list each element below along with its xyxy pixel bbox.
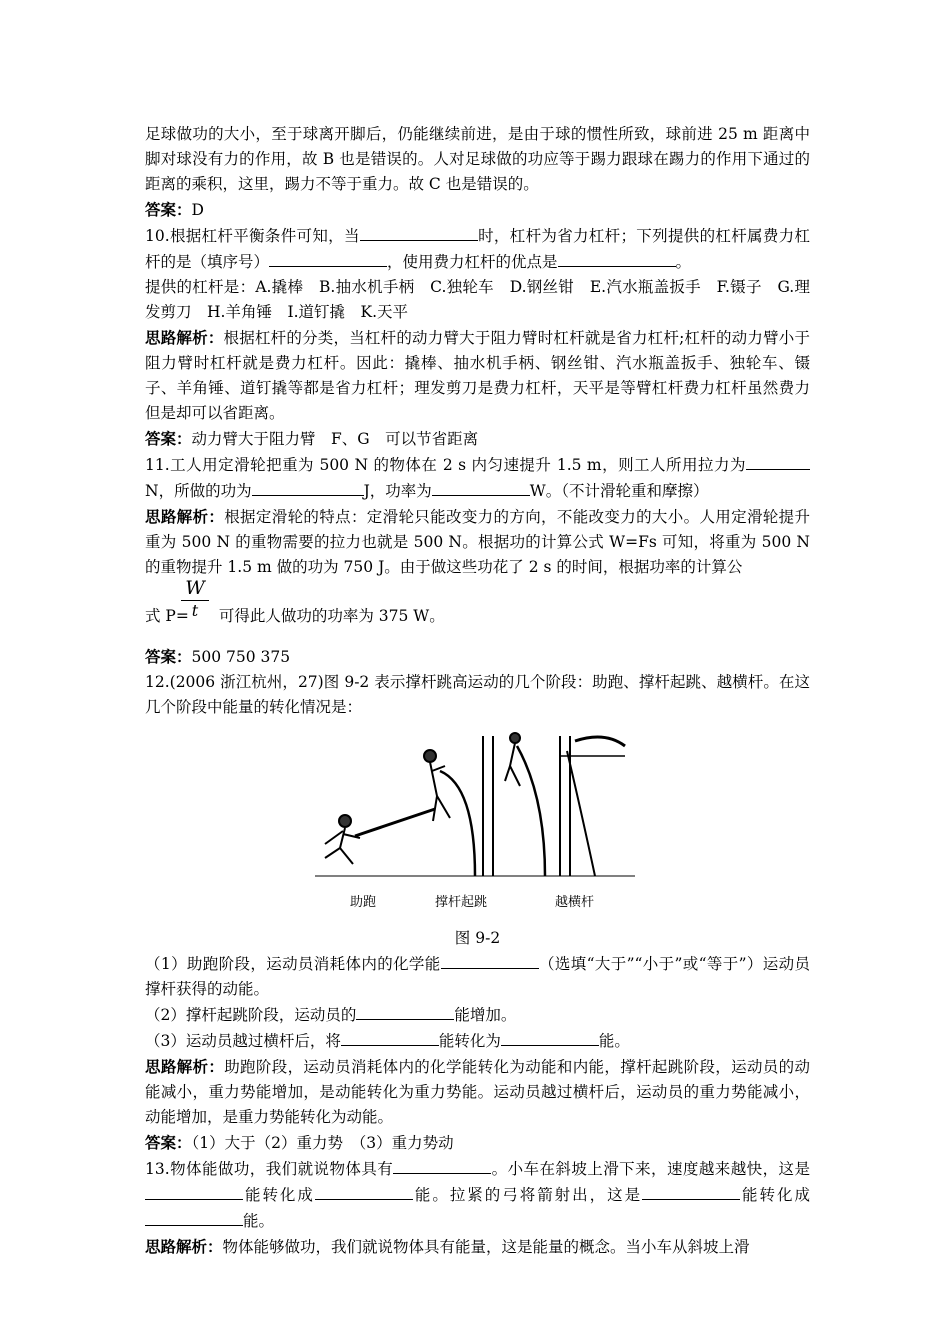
analysis-label: 思路解析： [145, 507, 225, 526]
answer-10-text: 动力臂大于阻力臂 F、G 可以节省距离 [191, 430, 479, 448]
q12-analysis [145, 1054, 810, 1130]
fraction-numerator: W [181, 576, 209, 601]
q11-analysis-text: 根据定滑轮的特点：定滑轮只能改变力的方向，不能改变力的大小。人用定滑轮提升重为 500 N 的重物需要的拉力也就是 500 N。根据功的计算公式 W=Fs 可知，将重为 500 N 的重物提升 1.5 m 做的功为 750 J。由于做这些功花了 2 s 的时间，根据功率的计算公 [145, 508, 810, 576]
answer-blank[interactable] [360, 223, 478, 241]
analysis-label: 思路解析： [145, 1057, 225, 1076]
answer-blank[interactable] [145, 1208, 243, 1226]
answer-label: 答案： [145, 429, 192, 448]
label-run-up: 助跑 [350, 895, 377, 910]
q13-analysis [145, 1234, 810, 1260]
pole-vault-figure [145, 726, 810, 926]
label-bar-clearance: 越横杆 [555, 895, 595, 910]
answer-blank[interactable] [746, 452, 810, 470]
answer-blank[interactable] [432, 478, 530, 496]
answer-blank[interactable] [341, 1028, 439, 1046]
q13-text-d: 能。拉紧的弓将箭射出，这是 [412, 1186, 643, 1204]
q10-analysis [145, 325, 810, 426]
q12-part-1 [145, 951, 810, 1002]
answer-blank[interactable] [145, 1182, 243, 1200]
answer-label: 答案： [145, 1133, 192, 1152]
answer-9 [145, 197, 810, 223]
q12-s3a: （3）运动员越过横杆后，将 [145, 1032, 341, 1050]
answer-9-text: D [191, 201, 204, 219]
analysis-label: 思路解析： [145, 328, 224, 347]
q12-s2b: 能增加。 [454, 1006, 517, 1024]
q10-text-c: ，使用费力杠杆的优点是 [387, 253, 558, 271]
formula-suffix: 可得此人做功的功率为 375 W。 [218, 607, 445, 625]
power-formula [145, 577, 810, 630]
label-takeoff: 撑杆起跳 [435, 895, 488, 910]
answer-12 [145, 1130, 810, 1156]
q13-text-e: 能转化成 [740, 1186, 810, 1204]
question-12: 12.(2006 浙江杭州，27)图 9-2 表示撑杆跳高运动的几个阶段：助跑、撑杆起跳、越横杆。在这几个阶段中能量的转化情况是： [145, 673, 810, 716]
q13-text-f: 能。 [243, 1212, 275, 1230]
answer-blank[interactable] [356, 1002, 454, 1020]
fraction-denominator: t [191, 601, 199, 620]
answer-11-text: 500 750 375 [191, 648, 291, 666]
q12-analysis-text: 助跑阶段，运动员消耗体内的化学能转化为动能和内能，撑杆起跳阶段，运动员的动能减小，重力势能增加，是动能转化为重力势能。运动员越过横杆后，运动员的重力势能减小，动能增加，是重力势能转化为动能。 [145, 1058, 810, 1126]
q11-text-a: 11.工人用定滑轮把重为 500 N 的物体在 2 s 内匀速提升 1.5 m，则工人所用拉力为 [145, 456, 746, 474]
paragraph-continuation: 足球做功的大小，至于球离开脚后，仍能继续前进，是由于球的惯性所致，球前进 25 m 距离中脚对球没有力的作用，故 B 也是错误的。人对足球做的功应等于踢力跟球在踢力的作用下通过的距离的乘积，这里，踢力不等于重力。故 C 也是错误的。 [145, 125, 810, 193]
document-body [145, 122, 810, 1260]
formula-prefix: 式 P= [145, 607, 189, 625]
q10-options: 提供的杠杆是：A.撬棒 B.抽水机手柄 C.独轮车 D.钢丝钳 E.汽水瓶盖扳手 F.镊子 G.理发剪刀 H.羊角锤 I.道钉撬 K.天平 [145, 278, 810, 321]
answer-label: 答案： [145, 647, 192, 666]
q13-analysis-text: 物体能够做功，我们就说物体具有能量，这是能量的概念。当小车从斜坡上滑 [222, 1238, 750, 1256]
question-10 [145, 223, 810, 275]
answer-12-text: （1）大于（2）重力势 （3）重力势动 [191, 1134, 454, 1152]
answer-blank[interactable] [558, 249, 676, 267]
q12-s2a: （2）撑杆起跳阶段，运动员的 [145, 1006, 357, 1024]
answer-label: 答案： [145, 200, 192, 219]
answer-blank[interactable] [269, 249, 387, 267]
q13-text-a: 13.物体能做功，我们就说物体具有 [145, 1160, 394, 1178]
answer-blank[interactable] [642, 1182, 740, 1200]
question-13 [145, 1156, 810, 1234]
q10-text-a: 10.根据杠杆平衡条件可知，当 [145, 227, 360, 245]
q11-analysis [145, 504, 810, 580]
answer-11 [145, 644, 810, 670]
q11-text-d: W。（不计滑轮重和摩擦） [529, 482, 709, 500]
answer-blank[interactable] [252, 478, 364, 496]
q10-analysis-text: 根据杠杆的分类，当杠杆的动力臂大于阻力臂时杠杆就是省力杠杆;杠杆的动力臂小于阻力臂时杠杆就是费力杠杆。因此：撬棒、抽水机手柄、钢丝钳、汽水瓶盖扳手、独轮车、镊子、羊角锤、道钉撬等都是省力杠杆；理发剪刀是费力杠杆，天平是等臂杠杆费力杠杆虽然费力但是却可以省距离。 [145, 329, 810, 422]
analysis-label: 思路解析： [145, 1237, 223, 1256]
q12-s3c: 能。 [598, 1032, 630, 1050]
q13-text-c: 能转化成 [243, 1186, 315, 1204]
q12-s1b: （选填“大于”“小于”或“等于”）运动员撑杆获得的动能。 [145, 955, 810, 998]
answer-blank[interactable] [441, 951, 539, 969]
question-11 [145, 452, 810, 504]
answer-blank[interactable] [501, 1028, 599, 1046]
q12-s3b: 能转化为 [438, 1032, 501, 1050]
pole-vault-illustration [305, 726, 645, 926]
q12-part-3 [145, 1028, 810, 1054]
figure-caption: 图 9-2 [454, 929, 501, 947]
q12-part-2 [145, 1002, 810, 1028]
answer-blank[interactable] [393, 1156, 491, 1174]
q10-text-d: 。 [675, 253, 692, 271]
q13-text-b: 。小车在斜坡上滑下来，速度越来越快，这是 [491, 1160, 810, 1178]
q12-s1a: （1）助跑阶段，运动员消耗体内的化学能 [145, 955, 441, 973]
answer-blank[interactable] [315, 1182, 413, 1200]
q11-text-c: J，功率为 [363, 482, 432, 500]
q11-text-b: N，所做的功为 [145, 482, 252, 500]
q10-text-b: 时，杠杆为省力杠杆；下列提供的杠杆属费力杠杆的是（填序号） [145, 227, 810, 271]
answer-10 [145, 426, 810, 452]
